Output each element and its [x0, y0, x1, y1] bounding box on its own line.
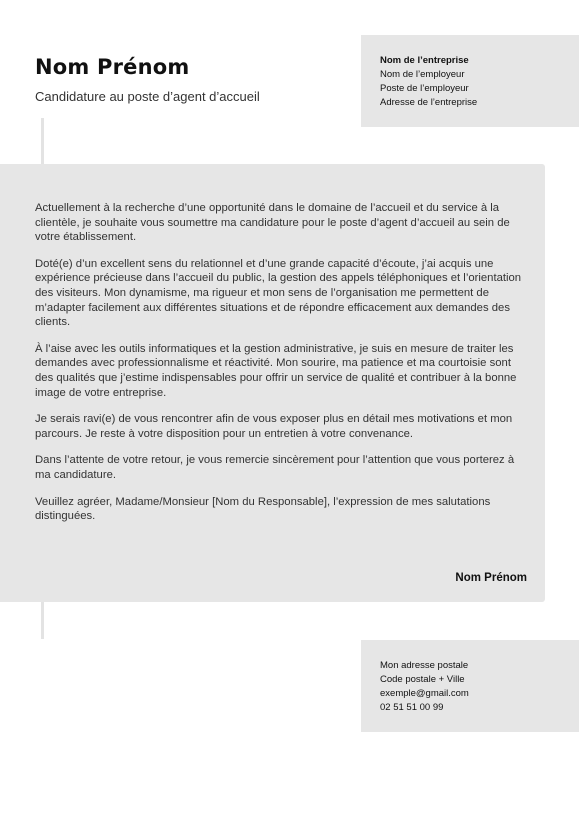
- email: exemple@gmail.com: [380, 688, 469, 699]
- letter-body: [0, 164, 545, 602]
- company-block: [361, 35, 579, 127]
- employer-position: Poste de l’employeur: [380, 83, 469, 94]
- letter-paragraph: Dans l’attente de votre retour, je vous remercie sincèrement pour l’attention que vous porterez à ma candidature.: [35, 454, 515, 481]
- employer-name: Nom de l’employeur: [380, 69, 465, 80]
- decorative-line-top: [41, 118, 44, 165]
- letter-paragraph: À l’aise avec les outils informatiques et la gestion administrative, je suis en mesure de traiter les demandes avec professionnalisme et réactivité. Mon sourire, ma patience et ma courtoisie sont des qualités que j’estime indispensables pour offrir un service de qualité et contribuer à la bonne image de votre entreprise.: [35, 342, 517, 399]
- letter-paragraph: Veuillez agréer, Madame/Monsieur [Nom du Responsable], l’expression de mes salutations distinguées.: [35, 495, 491, 523]
- signature: Nom Prénom: [455, 572, 527, 584]
- application-subtitle: Candidature au poste d’agent d’accueil: [35, 89, 260, 104]
- company-name: Nom de l’entreprise: [380, 55, 469, 66]
- phone: 02 51 51 00 99: [380, 702, 444, 713]
- applicant-name: Nom Prénom: [35, 55, 190, 79]
- postal-address: Mon adresse postale: [380, 660, 469, 671]
- decorative-line-bottom: [41, 602, 44, 639]
- letter-paragraph: Doté(e) d’un excellent sens du relationnel et d’une grande capacité d’écoute, j’ai acquis une expérience précieuse dans l’accueil du public, la gestion des appels téléphoniques et l’orientation des visiteurs. Mon dynamisme, ma rigueur et mon sens de l’organisation me permettent de m’adapter facilement aux différentes situations et de répondre efficacement aux demandes des clients.: [35, 257, 522, 329]
- letter-paragraph: Je serais ravi(e) de vous rencontrer afin de vous exposer plus en détail mes motivations et mon parcours. Je reste à votre disposition pour un entretien à votre convenance.: [35, 413, 513, 440]
- postal-code-city: Code postale + Ville: [380, 674, 465, 685]
- contact-block: [361, 640, 579, 732]
- letter-paragraph: Actuellement à la recherche d’une opportunité dans le domaine de l’accueil et du service à la clientèle, je souhaite vous soumettre ma candidature pour le poste d’agent d’accueil au sein de votre établissement.: [35, 202, 510, 244]
- company-address: Adresse de l’entreprise: [380, 97, 478, 108]
